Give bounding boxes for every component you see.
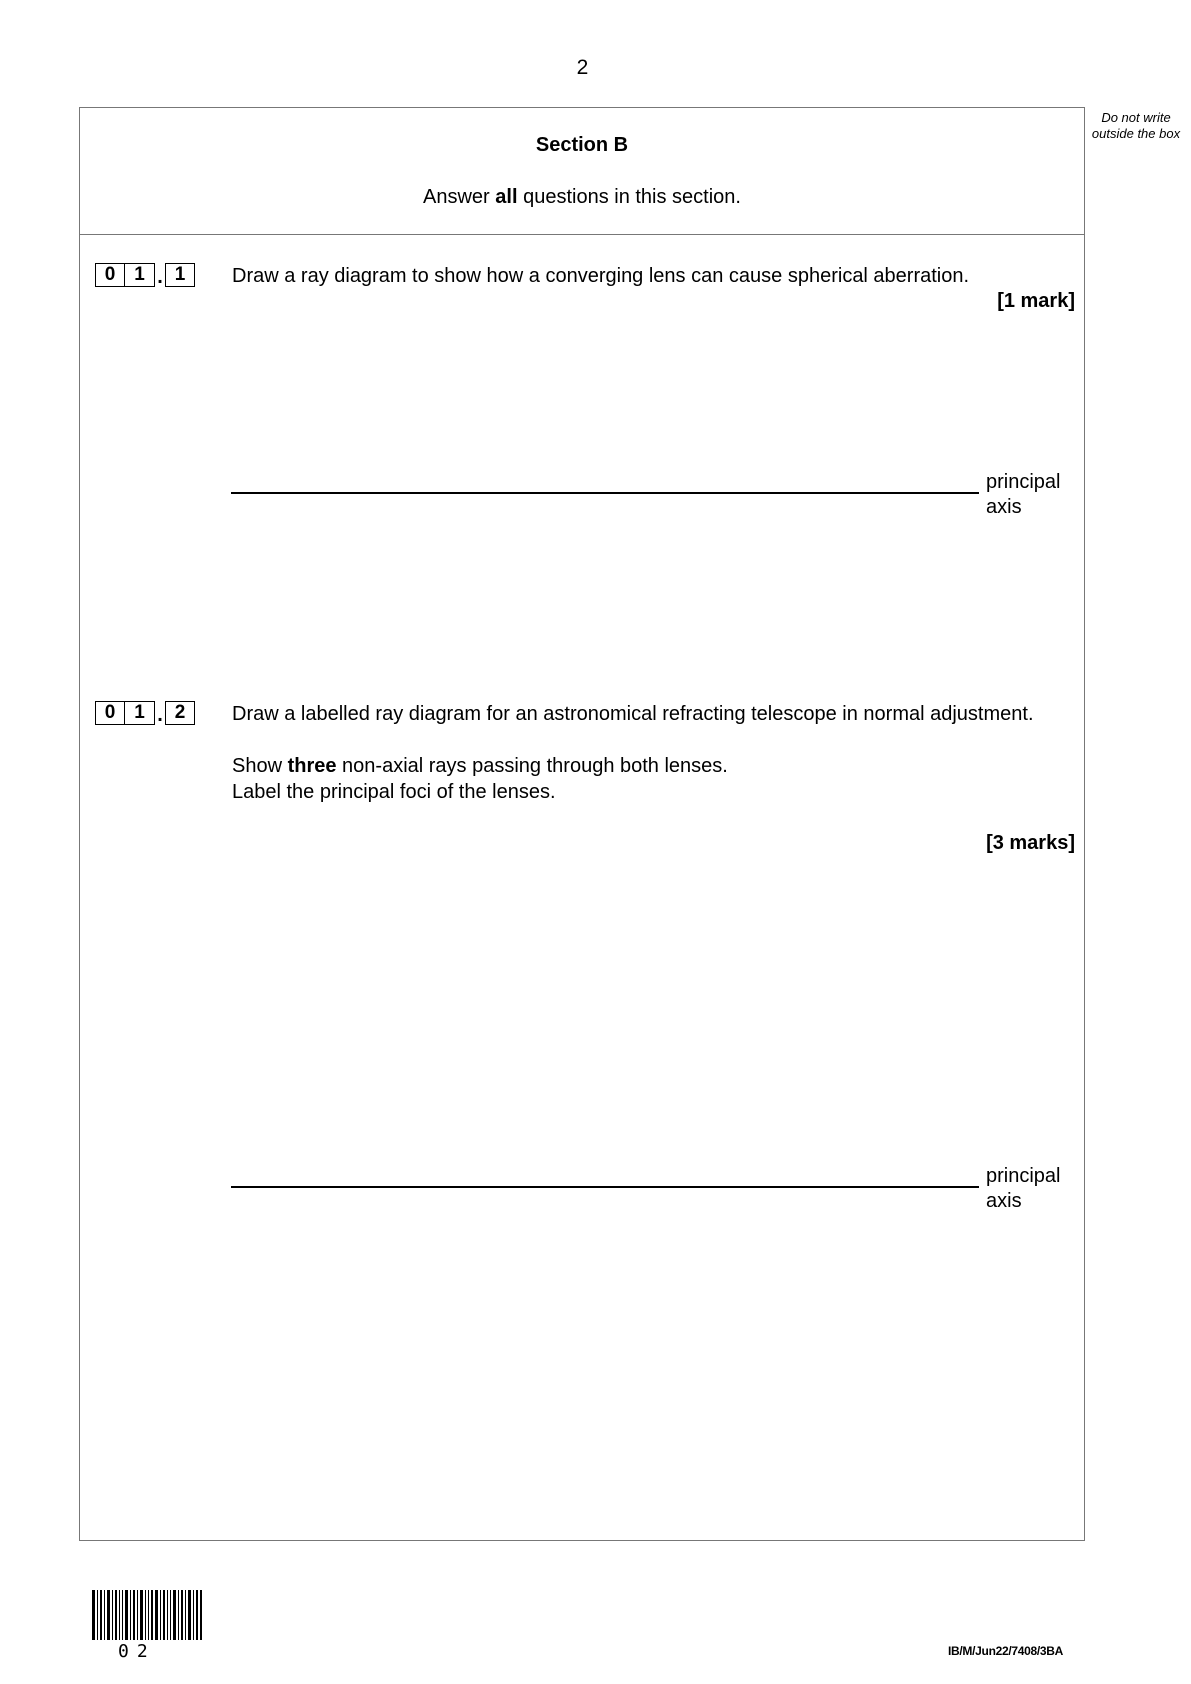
axis-label-line: principal (986, 471, 1061, 493)
principal-axis-label-01-2 (986, 1164, 1060, 1214)
footer-code: IB/M/Jun22/7408/3BA (948, 1644, 1064, 1658)
instruction-line: Label the principal foci of the lenses. (232, 781, 556, 803)
instruction-text-pre: Answer (423, 186, 496, 208)
principal-axis-line-01-2[interactable] (231, 1186, 979, 1188)
question-text-01-2 (232, 701, 1072, 805)
axis-label-line: axis (986, 1190, 1022, 1212)
instruction-pre: Show (232, 755, 288, 777)
marks-01-2: [3 marks] (986, 832, 1075, 854)
question-number-01-1 (95, 263, 195, 287)
instruction-text-bold: all (495, 186, 518, 208)
instruction-bold: three (287, 755, 337, 777)
barcode-digits: 02 (118, 1641, 156, 1662)
question-number-01-2 (95, 701, 195, 725)
question-sub-digit: 2 (165, 701, 195, 725)
marks-01-1: [1 mark] (997, 290, 1075, 312)
page-number: 2 (576, 56, 589, 79)
section-header (80, 108, 1084, 235)
question-sub-digit: 1 (165, 263, 195, 287)
instruction-text-post: questions in this section. (517, 186, 741, 208)
barcode (92, 1590, 202, 1640)
margin-note: Do not write outside the box (1091, 110, 1181, 141)
question-dot: . (157, 266, 163, 288)
section-title: Section B (535, 134, 629, 156)
axis-label-line: axis (986, 496, 1022, 518)
answer-frame (79, 107, 1085, 1541)
question-prompt: Draw a ray diagram to show how a converging lens can cause spherical aberration. (232, 265, 970, 287)
question-text-01-1 (232, 263, 1072, 289)
question-dot: . (157, 704, 163, 726)
axis-label-line: principal (986, 1165, 1061, 1187)
question-instruction (232, 753, 1072, 805)
principal-axis-line-01-1[interactable] (231, 492, 979, 494)
instruction-post: non-axial rays passing through both lenses. (336, 755, 728, 777)
question-prompt: Draw a labelled ray diagram for an astronomical refracting telescope in normal adjustment. (232, 703, 1034, 725)
section-instruction (80, 186, 1084, 209)
question-digit: 0 (95, 701, 125, 725)
principal-axis-label-01-1 (986, 470, 1060, 520)
question-digit: 1 (125, 701, 155, 725)
question-digit: 0 (95, 263, 125, 287)
question-digit: 1 (125, 263, 155, 287)
